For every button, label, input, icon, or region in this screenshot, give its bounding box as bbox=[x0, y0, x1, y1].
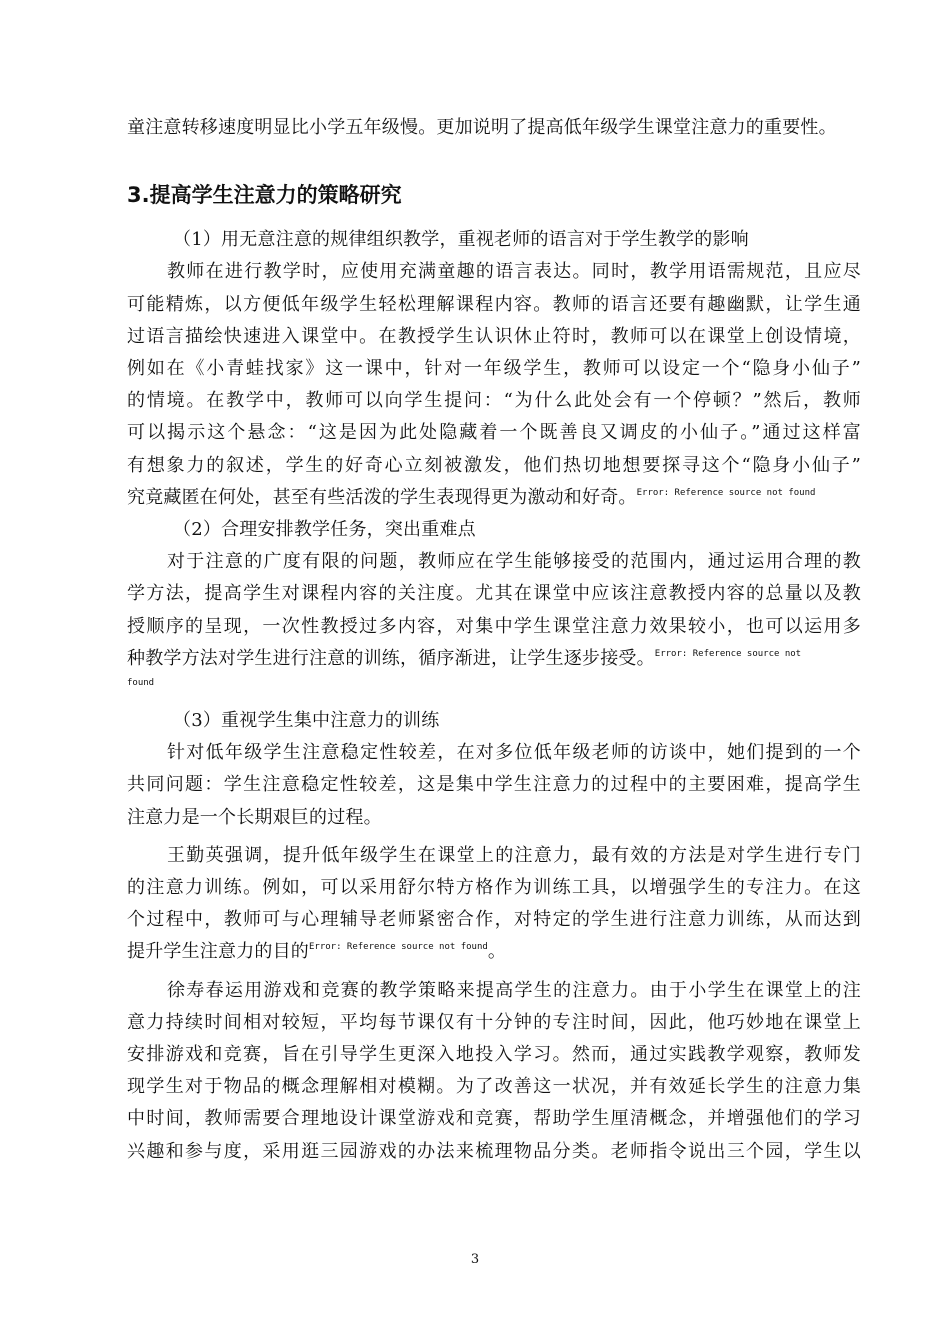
paragraph-line: 共同问题：学生注意稳定性较差，这是集中学生注意力的过程中的主要困难，提高学生 bbox=[127, 774, 861, 796]
paragraph-end-punctuation: 。 bbox=[487, 941, 507, 963]
section-heading: 3.提高学生注意力的策略研究 bbox=[127, 183, 402, 208]
subsection-1-heading: （1）用无意注意的规律组织教学，重视老师的语言对于学生教学的影响 bbox=[173, 229, 749, 251]
paragraph-line: 兴趣和参与度，采用逛三园游戏的办法来梳理物品分类。老师指令说出三个园，学生以 bbox=[127, 1140, 861, 1162]
subsection-2-heading: （2）合理安排教学任务，突出重难点 bbox=[173, 519, 476, 541]
paragraph-line: 个过程中，教师可与心理辅导老师紧密合作，对特定的学生进行注意力训练，从而达到 bbox=[127, 909, 861, 931]
paragraph-line: 的情境。在教学中，教师可以向学生提问：“为什么此处会有一个停顿？”然后，教师 bbox=[127, 390, 861, 412]
reference-error: Error: Reference source not found bbox=[636, 487, 816, 498]
paragraph-text: 究竟藏匿在何处，甚至有些活泼的学生表现得更为激动和好奇。 bbox=[127, 486, 637, 508]
paragraph-line: 王勤英强调，提升低年级学生在课堂上的注意力，最有效的方法是对学生进行专门 bbox=[167, 844, 861, 866]
paragraph-line: 的注意力训练。例如，可以采用舒尔特方格作为训练工具，以增强学生的专注力。在这 bbox=[127, 877, 861, 899]
paragraph-line: 学方法，提高学生对课程内容的关注度。尤其在课堂中应该注意教授内容的总量以及教 bbox=[127, 583, 861, 605]
document-page bbox=[127, 112, 861, 1168]
paragraph-line: 例如在《小青蛙找家》这一课中，针对一年级学生，教师可以设定一个“隐身小仙子” bbox=[127, 358, 861, 380]
reference-error: Error: Reference source not found bbox=[309, 942, 488, 953]
paragraph-line: 意力持续时间相对较短，平均每节课仅有十分钟的专注时间，因此，他巧妙地在课堂上 bbox=[127, 1011, 861, 1033]
paragraph-line: 对于注意的广度有限的问题，教师应在学生能够接受的范围内，通过运用合理的教 bbox=[167, 551, 861, 573]
paragraph-line-with-reference bbox=[127, 936, 861, 968]
paragraph-line: 过语言描绘快速进入课堂中。在教授学生认识休止符时，教师可以在课堂上创设情境， bbox=[127, 325, 861, 347]
paragraph-line: 中时间，教师需要合理地设计课堂游戏和竞赛，帮助学生厘清概念，并增强他们的学习 bbox=[127, 1108, 861, 1130]
subsection-3-heading: （3）重视学生集中注意力的训练 bbox=[173, 710, 440, 732]
paragraph-line: 教师在进行教学时，应使用充满童趣的语言表达。同时，教学用语需规范，且应尽 bbox=[167, 261, 861, 283]
paragraph-text: 提升学生注意力的目的 bbox=[127, 941, 309, 963]
paragraph-line: 安排游戏和竞赛，旨在引导学生更深入地投入学习。然而，通过实践教学观察，教师发 bbox=[127, 1044, 861, 1066]
paragraph-text: 种教学方法对学生进行注意的训练，循序渐进，让学生逐步接受。 bbox=[127, 647, 655, 669]
paragraph-line: 授顺序的呈现，一次性教授过多内容，对集中学生课堂注意力效果较小，也可以运用多 bbox=[127, 615, 861, 637]
paragraph-line-with-reference bbox=[127, 643, 861, 675]
paragraph-line-with-reference bbox=[127, 482, 861, 514]
paragraph-line: 可能精炼，以方便低年级学生轻松理解课程内容。教师的语言还要有趣幽默，让学生通 bbox=[127, 293, 861, 315]
page-number: 3 bbox=[470, 1252, 480, 1267]
paragraph-line: 可以揭示这个悬念：“这是因为此处隐藏着一个既善良又调皮的小仙子。”通过这样富 bbox=[127, 422, 861, 444]
reference-error-continued: found bbox=[127, 678, 155, 689]
paragraph-line: 现学生对于物品的概念理解相对模糊。为了改善这一状况，并有效延长学生的注意力集 bbox=[127, 1076, 861, 1098]
intro-line: 童注意转移速度明显比小学五年级慢。更加说明了提高低年级学生课堂注意力的重要性。 bbox=[127, 117, 837, 138]
paragraph-line: 注意力是一个长期艰巨的过程。 bbox=[127, 806, 382, 828]
paragraph-line: 针对低年级学生注意稳定性较差，在对多位低年级老师的访谈中，她们提到的一个 bbox=[167, 742, 861, 764]
paragraph-line: 徐寿春运用游戏和竞赛的教学策略来提高学生的注意力。由于小学生在课堂上的注 bbox=[167, 979, 861, 1001]
reference-error: Error: Reference source not bbox=[654, 648, 802, 659]
paragraph-line: 有想象力的叙述，学生的好奇心立刻被激发，他们热切地想要探寻这个“隐身小仙子” bbox=[127, 454, 861, 476]
